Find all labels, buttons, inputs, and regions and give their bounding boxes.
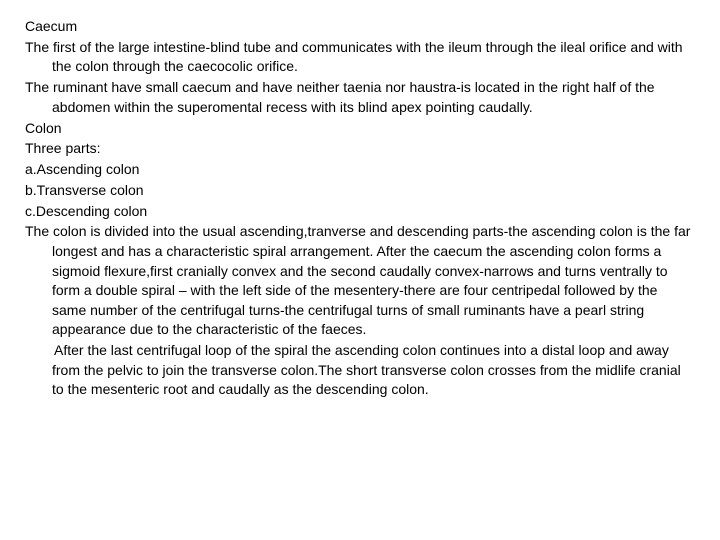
paragraph-colon-continuation: After the last centrifugal loop of the spiral the ascending colon continues into a distal loop and away from the pelvic to join the transverse colon.The short transverse colon crosses from the midlife cranial to the mesenteric root and caudally as the descending colon. [52, 342, 681, 398]
list-item-ascending: a.Ascending colon [25, 161, 140, 178]
list-item-descending: c.Descending colon [25, 202, 148, 219]
heading-caecum: Caecum [25, 18, 78, 34]
paragraph-caecum-definition: The first of the large intestine-blind tube and communicates with the ileum through the ileal orifice and with the colon through the caecocolic orifice. [25, 38, 683, 75]
paragraph-ruminant-caecum: The ruminant have small caecum and have neither taenia nor haustra-is located in the right half of the abdomen within the superomental recess with its blind apex pointing caudally. [25, 79, 655, 115]
text-body [25, 17, 695, 401]
paragraph-colon-description: The colon is divided into the usual ascending,tranverse and descending parts-the ascending colon is the far longest and has a characteristic spiral arrangement. After the caecum the ascending colon forms a sigmoid flexure,first cranially convex and the second caudally convex-narrows and turns ventrally to form a double spiral – with the left side of the mesentery-there are four centripedal followed by the same number of the centrifugal turns-the centrifugal turns of small ruminants have a pearl string appearance due to the characteristic of the faeces. [25, 223, 691, 338]
list-item-transverse: b.Transverse colon [25, 181, 144, 198]
list-intro: Three parts: [25, 140, 101, 157]
heading-colon: Colon [25, 119, 62, 136]
